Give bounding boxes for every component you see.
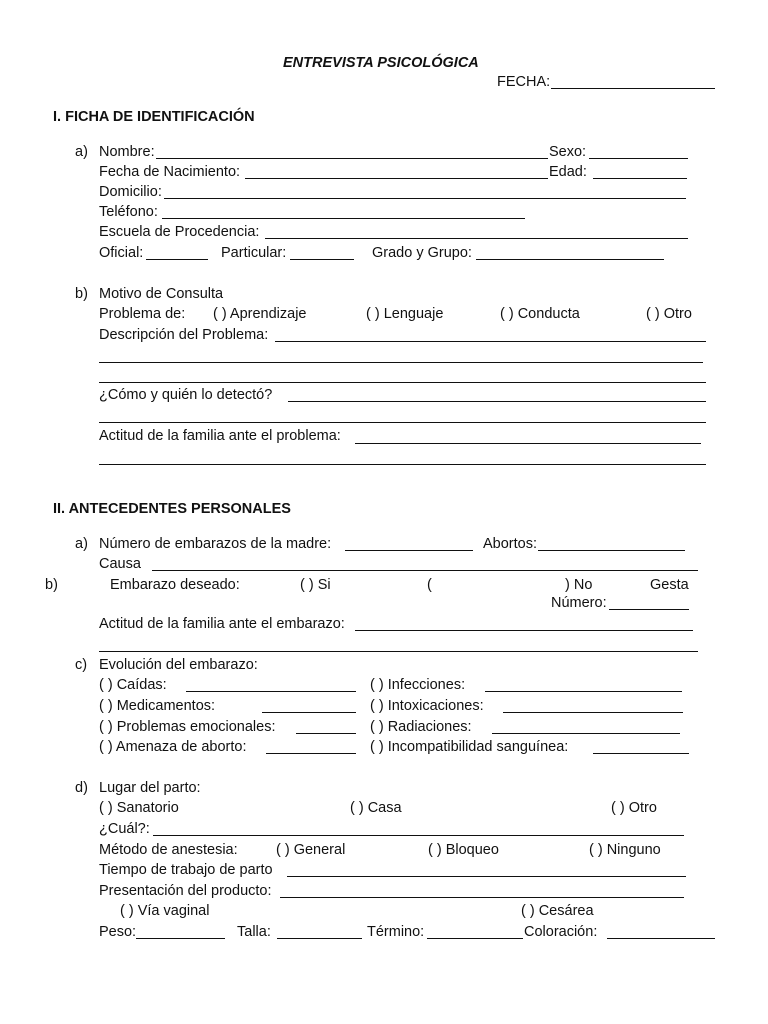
actitud-problema-field-1[interactable] bbox=[355, 443, 701, 444]
tiempo-parto-label: Tiempo de trabajo de parto bbox=[99, 862, 273, 878]
cual-field[interactable] bbox=[153, 835, 684, 836]
oficial-field[interactable] bbox=[146, 259, 208, 260]
item-marker-2b: b) bbox=[45, 577, 58, 593]
item-marker-2d: d) bbox=[75, 780, 88, 796]
presentacion-field[interactable] bbox=[280, 897, 684, 898]
incompatibilidad-field[interactable] bbox=[593, 753, 689, 754]
actitud-problema-label: Actitud de la familia ante el problema: bbox=[99, 428, 341, 444]
option-casa[interactable]: ( ) Casa bbox=[350, 800, 402, 816]
cual-label: ¿Cuál?: bbox=[99, 821, 150, 837]
lugar-parto-label: Lugar del parto: bbox=[99, 780, 201, 796]
domicilio-field[interactable] bbox=[164, 198, 686, 199]
option-incompatibilidad[interactable]: ( ) Incompatibilidad sanguínea: bbox=[370, 739, 569, 755]
actitud-problema-field-2[interactable] bbox=[99, 464, 706, 465]
intoxicaciones-field[interactable] bbox=[503, 712, 683, 713]
gesta-label: Gesta bbox=[650, 577, 689, 593]
gesta-numero-field[interactable] bbox=[609, 609, 689, 610]
embarazo-deseado-label: Embarazo deseado: bbox=[110, 577, 240, 593]
causa-label: Causa bbox=[99, 556, 141, 572]
option-general[interactable]: ( ) General bbox=[276, 842, 346, 858]
descripcion-field-3[interactable] bbox=[99, 382, 706, 383]
caidas-field[interactable] bbox=[186, 691, 356, 692]
grado-grupo-label: Grado y Grupo: bbox=[372, 245, 472, 261]
item-marker-1a: a) bbox=[75, 144, 88, 160]
particular-label: Particular: bbox=[221, 245, 287, 261]
nombre-label: Nombre: bbox=[99, 144, 155, 160]
option-aprendizaje[interactable]: ( ) Aprendizaje bbox=[213, 306, 307, 322]
option-radiaciones[interactable]: ( ) Radiaciones: bbox=[370, 719, 472, 735]
fecha-nacimiento-field[interactable] bbox=[245, 178, 548, 179]
como-quien-field-1[interactable] bbox=[288, 401, 706, 402]
metodo-anestesia-label: Método de anestesia: bbox=[99, 842, 238, 858]
option-cesarea[interactable]: ( ) Cesárea bbox=[521, 903, 594, 919]
descripcion-label: Descripción del Problema: bbox=[99, 327, 269, 343]
telefono-label: Teléfono: bbox=[99, 204, 158, 220]
option-via-vaginal[interactable]: ( ) Vía vaginal bbox=[120, 903, 210, 919]
escuela-field[interactable] bbox=[265, 238, 688, 239]
gesta-numero-label: Número: bbox=[551, 595, 607, 611]
option-ninguno[interactable]: ( ) Ninguno bbox=[589, 842, 661, 858]
actitud-embarazo-label: Actitud de la familia ante el embarazo: bbox=[99, 616, 345, 632]
option-infecciones[interactable]: ( ) Infecciones: bbox=[370, 677, 466, 693]
telefono-field[interactable] bbox=[162, 218, 525, 219]
open-paren-no: ( bbox=[427, 577, 432, 593]
option-intoxicaciones[interactable]: ( ) Intoxicaciones: bbox=[370, 698, 484, 714]
evolucion-label: Evolución del embarazo: bbox=[99, 657, 258, 673]
descripcion-field-2[interactable] bbox=[99, 362, 703, 363]
nombre-field[interactable] bbox=[156, 158, 548, 159]
option-lenguaje[interactable]: ( ) Lenguaje bbox=[366, 306, 444, 322]
medicamentos-field[interactable] bbox=[262, 712, 356, 713]
radiaciones-field[interactable] bbox=[492, 733, 680, 734]
section-2-heading: II. ANTECEDENTES PERSONALES bbox=[53, 501, 291, 517]
peso-label: Peso: bbox=[99, 924, 137, 940]
option-si[interactable]: ( ) Si bbox=[300, 577, 331, 593]
num-embarazos-field[interactable] bbox=[345, 550, 473, 551]
como-quien-label: ¿Cómo y quién lo detectó? bbox=[99, 387, 273, 403]
fecha-nacimiento-label: Fecha de Nacimiento: bbox=[99, 164, 241, 180]
option-no[interactable]: ) No bbox=[565, 577, 593, 593]
option-caidas[interactable]: ( ) Caídas: bbox=[99, 677, 167, 693]
form-title: ENTREVISTA PSICOLÓGICA bbox=[283, 55, 479, 71]
problemas-emocionales-field[interactable] bbox=[296, 733, 356, 734]
option-problemas-emocionales[interactable]: ( ) Problemas emocionales: bbox=[99, 719, 276, 735]
descripcion-field-1[interactable] bbox=[275, 341, 706, 342]
como-quien-field-2[interactable] bbox=[99, 422, 706, 423]
tiempo-parto-field[interactable] bbox=[287, 876, 686, 877]
coloracion-label: Coloración: bbox=[524, 924, 598, 940]
termino-field[interactable] bbox=[427, 938, 523, 939]
peso-field[interactable] bbox=[136, 938, 225, 939]
causa-field[interactable] bbox=[152, 570, 698, 571]
amenaza-aborto-field[interactable] bbox=[266, 753, 356, 754]
grado-grupo-field[interactable] bbox=[476, 259, 664, 260]
particular-field[interactable] bbox=[290, 259, 354, 260]
coloracion-field[interactable] bbox=[607, 938, 715, 939]
option-amenaza-aborto[interactable]: ( ) Amenaza de aborto: bbox=[99, 739, 247, 755]
option-otro[interactable]: ( ) Otro bbox=[646, 306, 692, 322]
problema-de-label: Problema de: bbox=[99, 306, 186, 322]
option-otro-lugar[interactable]: ( ) Otro bbox=[611, 800, 657, 816]
abortos-field[interactable] bbox=[538, 550, 685, 551]
sexo-label: Sexo: bbox=[549, 144, 587, 160]
infecciones-field[interactable] bbox=[485, 691, 682, 692]
option-sanatorio[interactable]: ( ) Sanatorio bbox=[99, 800, 179, 816]
fecha-field[interactable] bbox=[551, 88, 715, 89]
option-conducta[interactable]: ( ) Conducta bbox=[500, 306, 580, 322]
item-marker-2a: a) bbox=[75, 536, 88, 552]
sexo-field[interactable] bbox=[589, 158, 688, 159]
talla-field[interactable] bbox=[277, 938, 362, 939]
option-bloqueo[interactable]: ( ) Bloqueo bbox=[428, 842, 499, 858]
domicilio-label: Domicilio: bbox=[99, 184, 162, 200]
item-marker-2c: c) bbox=[75, 657, 88, 673]
escuela-label: Escuela de Procedencia: bbox=[99, 224, 260, 240]
motivo-consulta-label: Motivo de Consulta bbox=[99, 286, 224, 302]
actitud-embarazo-field-2[interactable] bbox=[99, 651, 698, 652]
edad-label: Edad: bbox=[549, 164, 587, 180]
talla-label: Talla: bbox=[237, 924, 271, 940]
section-1-heading: I. FICHA DE IDENTIFICACIÓN bbox=[53, 109, 255, 125]
option-medicamentos[interactable]: ( ) Medicamentos: bbox=[99, 698, 216, 714]
num-embarazos-label: Número de embarazos de la madre: bbox=[99, 536, 332, 552]
abortos-label: Abortos: bbox=[483, 536, 537, 552]
fecha-label: FECHA: bbox=[497, 74, 551, 90]
termino-label: Término: bbox=[367, 924, 425, 940]
item-marker-1b: b) bbox=[75, 286, 88, 302]
oficial-label: Oficial: bbox=[99, 245, 144, 261]
presentacion-label: Presentación del producto: bbox=[99, 883, 272, 899]
actitud-embarazo-field-1[interactable] bbox=[355, 630, 693, 631]
edad-field[interactable] bbox=[593, 178, 687, 179]
